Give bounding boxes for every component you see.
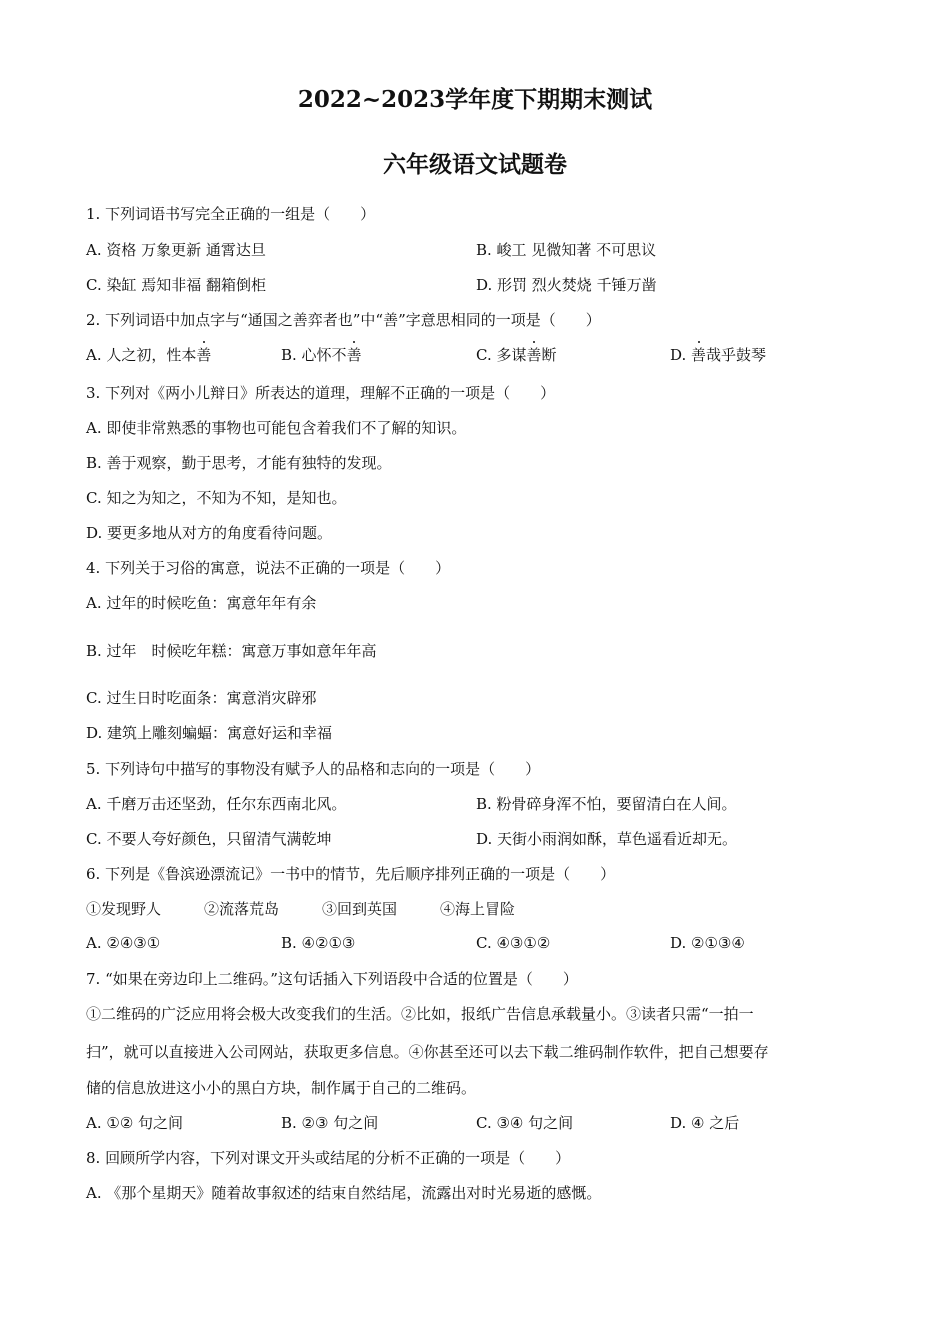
question-2-option-a bbox=[86, 345, 211, 365]
question-5-stem: 5. 下列诗句中描写的事物没有赋予人的品格和志向的一项是（ ） bbox=[86, 760, 541, 778]
question-7-option-c: C. ③④ 句之间 bbox=[476, 1114, 574, 1132]
question-5-option-b: B. 粉骨碎身浑不怕，要留清白在人间。 bbox=[476, 795, 737, 813]
question-5-option-c: C. 不要人夸好颜色，只留清气满乾坤 bbox=[86, 830, 332, 848]
question-1-option-d: D. 形罚 烈火焚烧 千锤万凿 bbox=[476, 276, 657, 294]
question-4-option-a: A. 过年的时候吃鱼：寓意年年有余 bbox=[86, 594, 317, 612]
question-7-option-a: A. ①② 句之间 bbox=[86, 1114, 184, 1132]
question-4-option-c: C. 过生日时吃面条：寓意消灾辟邪 bbox=[86, 689, 317, 707]
question-8-stem: 8. 回顾所学内容，下列对课文开头或结尾的分析不正确的一项是（ ） bbox=[86, 1149, 571, 1167]
question-3-option-a: A. 即使非常熟悉的事物也可能包含着我们不了解的知识。 bbox=[86, 419, 467, 437]
question-4-stem: 4. 下列关于习俗的寓意，说法不正确的一项是（ ） bbox=[86, 559, 451, 577]
question-5-option-d: D. 天街小雨润如酥，草色遥看近却无。 bbox=[476, 830, 738, 848]
question-2-option-d bbox=[670, 345, 766, 365]
question-7-passage-line: ①二维码的广泛应用将会极大改变我们的生活。②比如，报纸广告信息承载量小。③读者只需“一拍一 bbox=[86, 1005, 754, 1023]
question-2-option-c bbox=[476, 345, 557, 365]
question-1-option-b: B. 峻工 见微知著 不可思议 bbox=[476, 241, 657, 259]
question-4-option-d: D. 建筑上雕刻蝙蝠：寓意好运和幸福 bbox=[86, 724, 333, 742]
question-2-stem: 2. 下列词语中加点字与“通国之善弈者也”中“善”字意思相同的一项是（ ） bbox=[86, 311, 601, 329]
question-1-option-a: A. 资格 万象更新 通霄达旦 bbox=[86, 241, 266, 259]
question-7-option-b: B. ②③ 句之间 bbox=[281, 1114, 379, 1132]
exam-subtitle: 六年级语文试题卷 bbox=[383, 151, 567, 178]
question-7-passage-line: 扫”，就可以直接进入公司网站，获取更多信息。④你甚至还可以去下载二维码制作软件，把自己想要存 bbox=[86, 1043, 769, 1061]
question-3-option-c: C. 知之为知之，不知为不知，是知也。 bbox=[86, 489, 347, 507]
question-3-option-d: D. 要更多地从对方的角度看待问题。 bbox=[86, 524, 333, 542]
question-6-item: ①发现野人 bbox=[86, 900, 162, 918]
question-3-option-b: B. 善于观察，勤于思考，才能有独特的发现。 bbox=[86, 454, 392, 472]
question-6-option-d: D. ②①③④ bbox=[670, 934, 745, 952]
question-6-option-c: C. ④③①② bbox=[476, 934, 551, 952]
option-text: B. 心怀不 bbox=[281, 346, 347, 364]
question-6-item: ④海上冒险 bbox=[440, 900, 516, 918]
option-text: 哉乎鼓琴 bbox=[706, 346, 767, 364]
question-7-passage-line: 储的信息放进这小小的黑白方块，制作属于自己的二维码。 bbox=[86, 1079, 477, 1097]
question-8-option-a: A. 《那个星期天》随着故事叙述的结束自然结尾，流露出对时光易逝的感慨。 bbox=[86, 1184, 602, 1202]
question-6-option-a: A. ②④③① bbox=[86, 934, 161, 952]
question-6-option-b: B. ④②①③ bbox=[281, 934, 356, 952]
question-3-stem: 3. 下列对《两小儿辩日》所表达的道理，理解不正确的一项是（ ） bbox=[86, 384, 556, 402]
option-text: C. 多谋 bbox=[476, 346, 527, 364]
option-text: A. 人之初，性本 bbox=[86, 346, 197, 364]
exam-title: 2022~2023学年度下期期末测试 bbox=[297, 86, 653, 113]
question-5-option-a: A. 千磨万击还坚劲，任尔东西南北风。 bbox=[86, 795, 347, 813]
option-text: D. bbox=[670, 346, 692, 364]
dotted-char: 善 bbox=[196, 346, 212, 364]
question-6-item: ③回到英国 bbox=[322, 900, 398, 918]
question-1-option-c: C. 染缸 焉知非福 翻箱倒柜 bbox=[86, 276, 267, 294]
question-4-option-b: B. 过年 时候吃年糕：寓意万事如意年年高 bbox=[86, 642, 377, 660]
question-6-stem: 6. 下列是《鲁滨逊漂流记》一书中的情节，先后顺序排列正确的一项是（ ） bbox=[86, 865, 616, 883]
question-7-option-d: D. ④ 之后 bbox=[670, 1114, 740, 1132]
question-6-item: ②流落荒岛 bbox=[204, 900, 280, 918]
dotted-char: 善 bbox=[691, 346, 707, 364]
dotted-char: 善 bbox=[346, 346, 362, 364]
dotted-char: 善 bbox=[526, 346, 542, 364]
option-text: 断 bbox=[541, 346, 557, 364]
question-7-stem: 7. “如果在旁边印上二维码。”这句话插入下列语段中合适的位置是（ ） bbox=[86, 970, 578, 988]
question-2-option-b bbox=[281, 345, 362, 365]
question-1-stem: 1. 下列词语书写完全正确的一组是（ ） bbox=[86, 205, 376, 223]
